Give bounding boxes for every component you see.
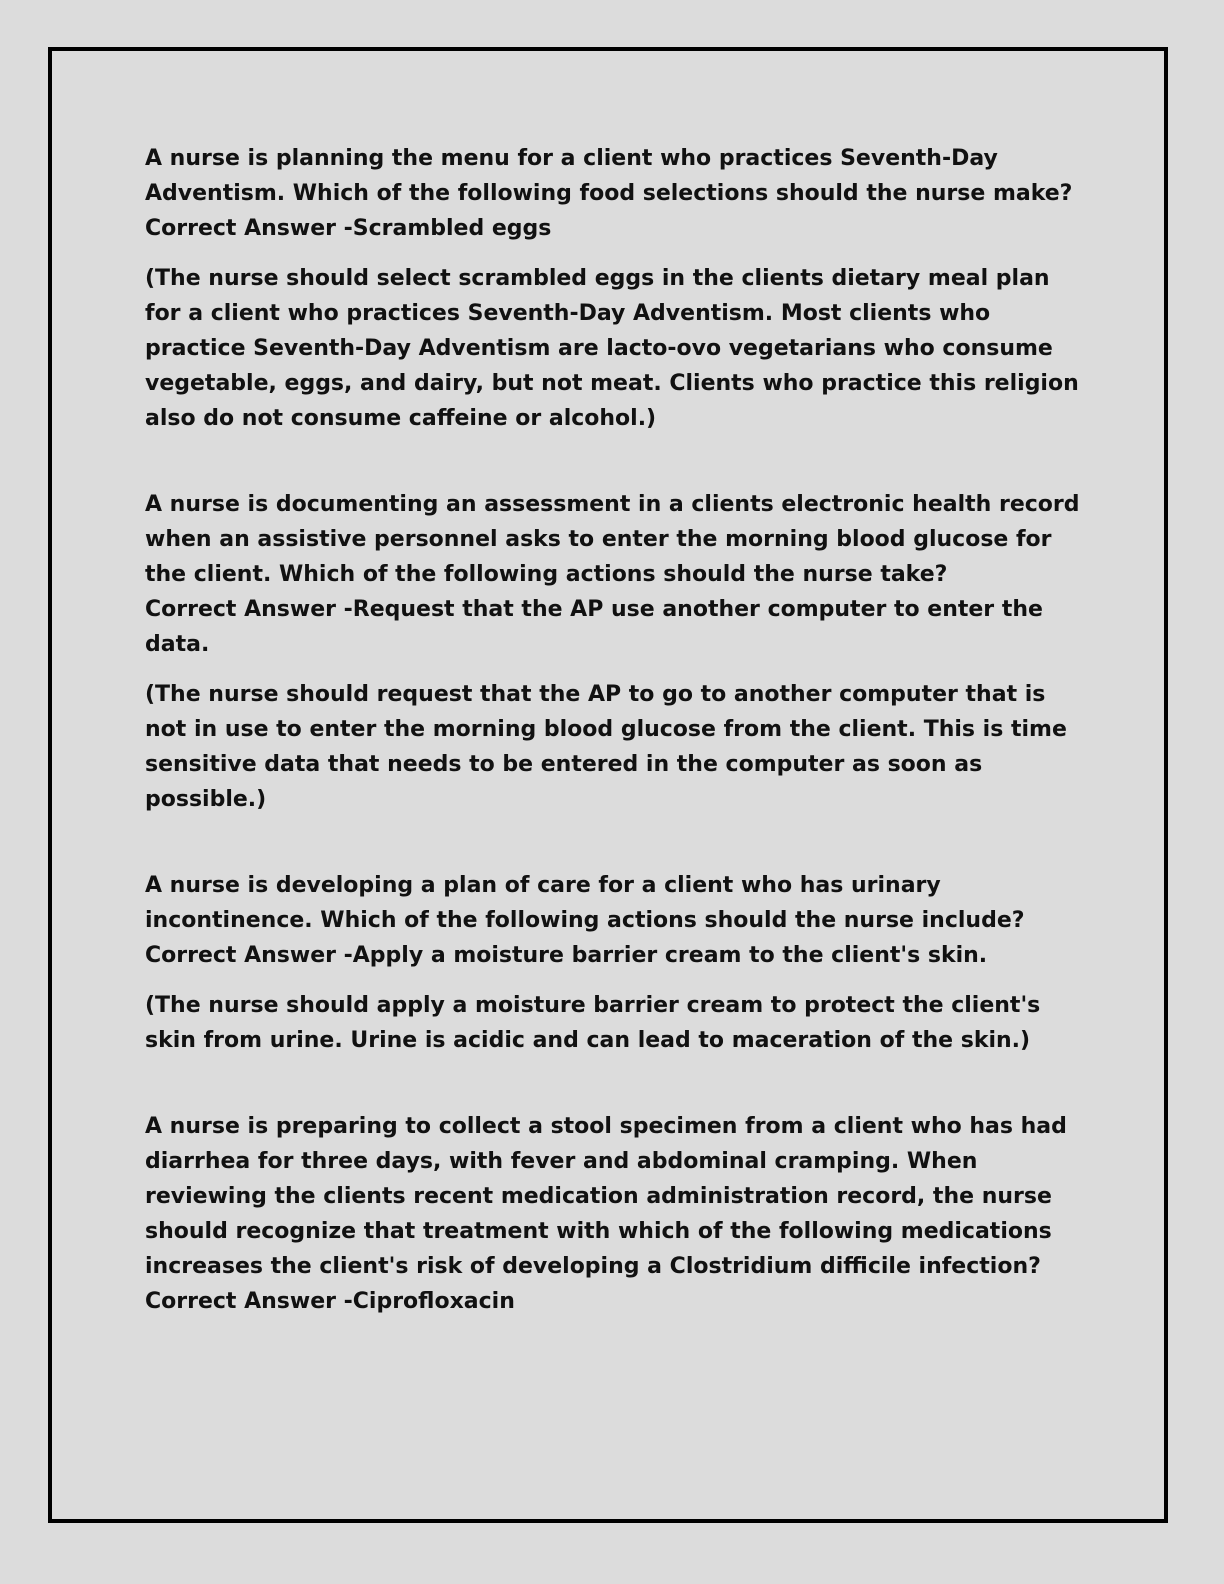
section-gap — [145, 436, 1085, 487]
answer-explanation: (The nurse should request that the AP to go to another computer that is not in use to enter the morning blood glucose from the client. This is time sensitive data that needs to be entered in the computer as soon as possible.) — [145, 682, 1067, 812]
correct-answer: Correct Answer -Scrambled eggs — [145, 216, 552, 241]
section-gap — [145, 817, 1085, 868]
correct-answer: Correct Answer -Request that the AP use another computer to enter the data. — [145, 597, 1043, 657]
qa-item-4 — [145, 1109, 1085, 1319]
question-text: A nurse is planning the menu for a client who practices Seventh-Day Adventism. Which of the following food selections should the nurse make? — [145, 146, 1073, 206]
answer-explanation: (The nurse should select scrambled eggs in the clients dietary meal plan for a client who practices Seventh-Day Adventism. Most clients who practice Seventh-Day Adventism are lacto-ovo vegetarians who consume vegetable, eggs, and dairy, but not meat. Clients who practice this religion also do not consume caffeine or alcohol.) — [145, 266, 1079, 431]
correct-answer: Correct Answer -Ciprofloxacin — [145, 1289, 515, 1314]
question-text: A nurse is preparing to collect a stool specimen from a client who has had diarrhea for three days, with fever and abdominal cramping. When reviewing the clients recent medication administration record, the nurse should recognize that treatment with which of the following medications increases the client's risk of developing a Clostridium difficile infection? — [145, 1114, 1067, 1279]
section-gap — [145, 1058, 1085, 1109]
qa-item-2 — [145, 487, 1085, 817]
qa-item-1 — [145, 141, 1085, 436]
question-text: A nurse is documenting an assessment in a clients electronic health record when an assistive personnel asks to enter the morning blood glucose for the client. Which of the following actions should the nurse take? — [145, 492, 1080, 587]
answer-explanation: (The nurse should apply a moisture barrier cream to protect the client's skin from urine. Urine is acidic and can lead to maceration of the skin.) — [145, 993, 1041, 1053]
question-text: A nurse is developing a plan of care for a client who has urinary incontinence. Which of the following actions should the nurse include? — [145, 873, 1025, 933]
qa-item-3 — [145, 868, 1085, 1058]
correct-answer: Correct Answer -Apply a moisture barrier cream to the client's skin. — [145, 943, 988, 968]
document-body — [145, 141, 1085, 1319]
